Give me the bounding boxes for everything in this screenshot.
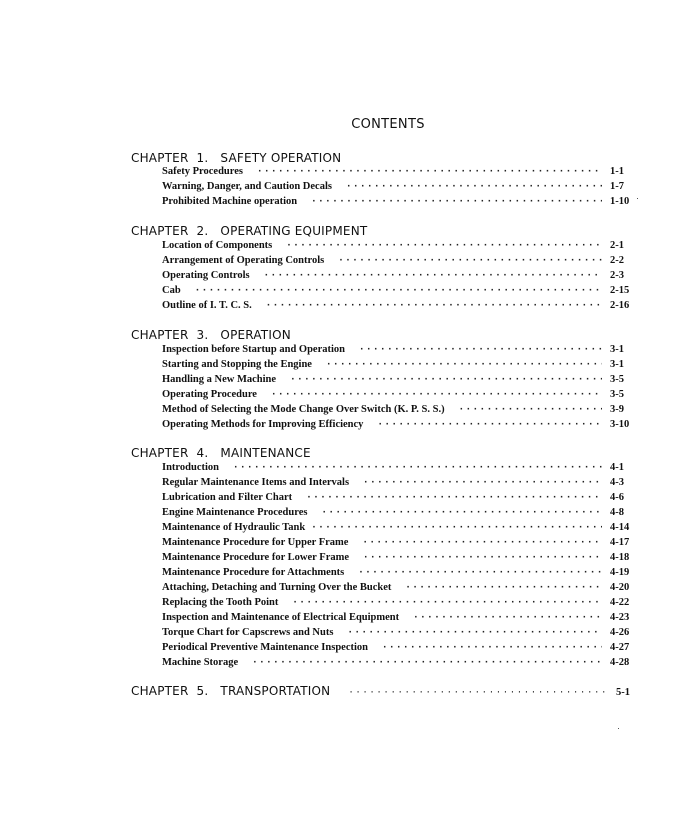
dot-leader: [311, 523, 602, 533]
toc-entry[interactable]: [162, 537, 630, 552]
dot-leader: [377, 420, 602, 430]
toc-entry-label: Lubrication and Filter Chart: [162, 492, 293, 503]
dot-leader: [266, 301, 602, 311]
toc-entry-chapter-5[interactable]: [131, 684, 630, 700]
toc-entry-page: 5-1: [616, 687, 630, 698]
toc-entry-label: Maintenance of Hydraulic Tank: [162, 522, 306, 533]
chapter-3-heading: CHAPTER 3. OPERATION: [131, 328, 291, 342]
chapter-5-heading: CHAPTER 5. TRANSPORTATION: [131, 684, 331, 698]
toc-entry-page: 4-8: [610, 507, 624, 518]
toc-entry[interactable]: [162, 477, 630, 492]
toc-entry-label: Safety Procedures: [162, 166, 243, 177]
toc-entry[interactable]: [162, 196, 630, 211]
dot-leader: [459, 405, 602, 415]
dot-leader: [348, 688, 608, 698]
toc-entry[interactable]: [162, 181, 630, 196]
toc-entry[interactable]: [162, 300, 630, 315]
toc-entry-label: Maintenance Procedure for Attachments: [162, 567, 345, 578]
toc-entry[interactable]: [162, 612, 630, 627]
toc-entry-label: Periodical Preventive Maintenance Inspection: [162, 642, 368, 653]
toc-entry-label: Arrangement of Operating Controls: [162, 255, 325, 266]
toc-entry-page: 1-7: [610, 181, 624, 192]
toc-entry[interactable]: [162, 492, 630, 507]
toc-entry-page: 4-23: [610, 612, 630, 623]
toc-entry-page: 4-3: [610, 477, 624, 488]
toc-entry-label: Prohibited Machine operation: [162, 196, 298, 207]
dot-leader: [338, 256, 602, 266]
dot-leader: [359, 345, 602, 355]
toc-entry[interactable]: [162, 285, 630, 300]
toc-entry-page: 3-5: [610, 374, 624, 385]
dot-leader: [382, 643, 602, 653]
dot-leader: [306, 493, 602, 503]
toc-entry[interactable]: [162, 507, 630, 522]
toc-entry-label: Torque Chart for Capscrews and Nuts: [162, 627, 334, 638]
toc-entry-page: 4-6: [610, 492, 624, 503]
toc-entry[interactable]: [162, 404, 630, 419]
toc-entry-page: 3-1: [610, 359, 624, 370]
toc-entry[interactable]: [162, 582, 630, 597]
toc-entry-label: Operating Procedure: [162, 389, 257, 400]
toc-entry[interactable]: [162, 166, 630, 181]
toc-entry-page: 4-20: [610, 582, 630, 593]
toc-entry[interactable]: [162, 552, 630, 567]
scan-speck: [618, 728, 619, 729]
toc-entry[interactable]: [162, 344, 630, 359]
toc-entry[interactable]: [162, 374, 630, 389]
chapter-1-heading: CHAPTER 1. SAFETY OPERATION: [131, 151, 342, 165]
toc-entry-page: 3-10: [610, 419, 630, 430]
toc-entry-page: 3-1: [610, 344, 624, 355]
chapter-2-heading: CHAPTER 2. OPERATING EQUIPMENT: [131, 224, 368, 238]
toc-entry[interactable]: [162, 419, 630, 434]
dot-leader: [321, 508, 602, 518]
toc-entry-page: 2-15: [610, 285, 630, 296]
toc-entry-page: 4-26: [610, 627, 630, 638]
scan-speck: [637, 198, 638, 199]
toc-entry[interactable]: [162, 627, 630, 642]
toc-entry[interactable]: [162, 462, 630, 477]
toc-entry[interactable]: [162, 567, 630, 582]
toc-entry[interactable]: [162, 255, 630, 270]
dot-leader: [405, 583, 602, 593]
toc-entry-page: 2-3: [610, 270, 624, 281]
toc-entry-label: Cab: [162, 285, 181, 296]
toc-entry-label: Starting and Stopping the Engine: [162, 359, 312, 370]
toc-entry[interactable]: [162, 359, 630, 374]
toc-entry-label: Warning, Danger, and Caution Decals: [162, 181, 332, 192]
toc-entry-page: 4-28: [610, 657, 630, 668]
toc-entry-label: Handling a New Machine: [162, 374, 277, 385]
toc-entry-label: Engine Maintenance Procedures: [162, 507, 308, 518]
dot-leader: [257, 167, 602, 177]
dot-leader: [413, 613, 602, 623]
toc-entry-label: Replacing the Tooth Point: [162, 597, 279, 608]
dot-leader: [271, 390, 602, 400]
toc-entry-label: Operating Methods for Improving Efficiency: [162, 419, 364, 430]
toc-entry-page: 3-5: [610, 389, 624, 400]
toc-entry-page: 4-18: [610, 552, 630, 563]
toc-entry-label: Attaching, Detaching and Turning Over the Bucket: [162, 582, 392, 593]
toc-entry[interactable]: [162, 240, 630, 255]
dot-leader: [362, 538, 602, 548]
toc-entry-page: 1-1: [610, 166, 624, 177]
chapter-4-heading: CHAPTER 4. MAINTENANCE: [131, 446, 311, 460]
dot-leader: [233, 463, 602, 473]
toc-entry-page: 2-1: [610, 240, 624, 251]
dot-leader: [252, 658, 602, 668]
dot-leader: [326, 360, 602, 370]
dot-leader: [363, 553, 602, 563]
toc-entry[interactable]: [162, 657, 630, 672]
toc-entry-label: Operating Controls: [162, 270, 250, 281]
dot-leader: [311, 197, 602, 207]
dot-leader: [292, 598, 602, 608]
dot-leader: [363, 478, 602, 488]
dot-leader: [286, 241, 602, 251]
toc-entry[interactable]: [162, 522, 630, 537]
toc-entry-label: Machine Storage: [162, 657, 239, 668]
dot-leader: [346, 182, 602, 192]
toc-entry[interactable]: [162, 389, 630, 404]
dot-leader: [195, 286, 602, 296]
toc-entry-label: Outline of I. T. C. S.: [162, 300, 252, 311]
toc-entry-label: Method of Selecting the Mode Change Over Switch (K. P. S. S.): [162, 404, 445, 415]
toc-entry-page: 4-19: [610, 567, 630, 578]
toc-entry-label: Introduction: [162, 462, 219, 473]
toc-entry-page: 1-10: [610, 196, 630, 207]
dot-leader: [358, 568, 602, 578]
dot-leader: [347, 628, 602, 638]
page-title: CONTENTS: [351, 117, 425, 132]
toc-entry-page: 4-14: [610, 522, 630, 533]
toc-entry-page: 4-22: [610, 597, 630, 608]
toc-entry-label: Maintenance Procedure for Lower Frame: [162, 552, 350, 563]
toc-entry-page: 4-17: [610, 537, 630, 548]
toc-entry-label: Location of Components: [162, 240, 273, 251]
toc-entry-page: 4-27: [610, 642, 630, 653]
toc-entry-label: Maintenance Procedure for Upper Frame: [162, 537, 349, 548]
toc-entry[interactable]: [162, 270, 630, 285]
toc-entry-label: Inspection before Startup and Operation: [162, 344, 345, 355]
toc-entry-page: 3-9: [610, 404, 624, 415]
dot-leader: [290, 375, 602, 385]
toc-entry-label: Inspection and Maintenance of Electrical Equipment: [162, 612, 400, 623]
toc-entry-page: 4-1: [610, 462, 624, 473]
toc-entry-page: 2-2: [610, 255, 624, 266]
toc-entry-page: 2-16: [610, 300, 630, 311]
toc-entry[interactable]: [162, 642, 630, 657]
toc-entry[interactable]: [162, 597, 630, 612]
toc-entry-label: Regular Maintenance Items and Intervals: [162, 477, 350, 488]
dot-leader: [264, 271, 602, 281]
